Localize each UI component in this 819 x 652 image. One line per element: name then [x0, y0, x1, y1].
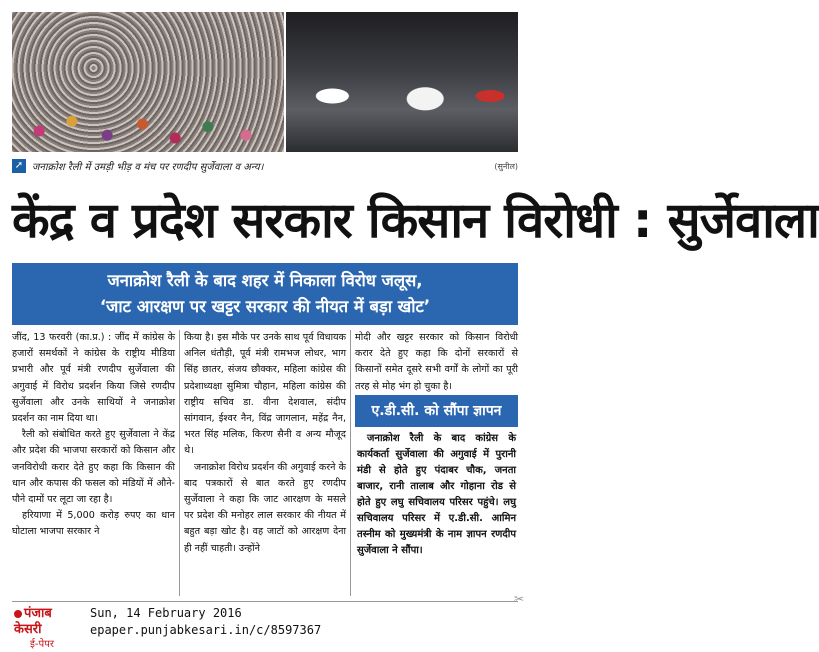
photo-caption: [12, 156, 518, 176]
footer-divider: [12, 601, 518, 602]
subheadline-line-1: जनाक्रोश रैली के बाद शहर में निकाला विरोध जलूस,: [107, 271, 423, 290]
paragraph: किया है। इस मौके पर उनके साथ पूर्व विधायक अनिल धंतौड़ी, पूर्व मंत्री रामभज लोधर, भाग सिंह छातर, संजय छौक्कर, महिला कांग्रेस की प्रदेशाध्यक्षा सुमित्रा चौहान, महिला कांग्रेस की राष्ट्रीय सचिव डा. वीना देशवाल, संदीप सांगवान, ईश्वर नैन, विंद्र जागलान, महेंद्र नैन, भरत सिंह मलिक, किरण सैनी व अन्य मौजूद थे।: [184, 332, 346, 457]
subheadline-line-2: ‘जाट आरक्षण पर खट्टर सरकार की नीयत में बड़ा खोट’: [99, 297, 431, 316]
paragraph: हरियाणा में 5,000 करोड़ रुपए का धान घोटाला भाजपा सरकार ने: [12, 510, 175, 538]
epaper-link[interactable]: epaper.punjabkesari.in/c/8597367: [90, 623, 322, 637]
stage-photo: [286, 12, 518, 152]
crowd-photo: [12, 12, 284, 152]
caption-text: जनाक्रोश रैली में उमड़ी भीड़ व मंच पर रणदीप सुर्जेवाला व अन्य।: [32, 162, 264, 173]
sidebox-text: जनाक्रोश रैली के बाद कांग्रेस के कार्यकर्ता सुर्जेवाला की अगुवाई में पुरानी मंडी से होते हुए पंदाबर चौक, जनता बाजार, रानी तालाब और गोहाना रोड से होते हुए लघु सचिवालय परिसर पहुंचे। लघु सचिवालय परिसर में ए.डी.सी. आमिन तस्नीम को मुख्यमंत्री के नाम ज्ञापन रणदीप सुर्जेवाला ने सौंपा।: [357, 433, 516, 556]
scissors-icon: ✂: [513, 592, 524, 606]
logo-mark-icon: [14, 610, 22, 618]
subheadline-box: [12, 263, 518, 325]
headline: केंद्र व प्रदेश सरकार किसान विरोधी : सुर्जेवाला: [12, 192, 819, 249]
arrow-icon: ➚: [12, 159, 26, 173]
sidebox-heading: ए.डी.सी. को सौंपा ज्ञापन: [355, 395, 518, 427]
logo-subtitle: ई-पेपर: [30, 639, 54, 650]
sidebox-body: [357, 431, 516, 559]
column-divider: [350, 330, 351, 596]
paragraph: जींद, 13 फरवरी (का.प्र.) : जींद में कांग्रेस के हजारों समर्थकों ने कांग्रेस के राष्ट्रीय मीडिया प्रभारी और पूर्व मंत्री रणदीप सुर्जेवाला की अगुवाई में विरोध प्रदर्शन किया जिसे रणदीप सुर्जेवाला और उनके साथियों ने जनाक्रोश प्रदर्शन का नाम दिया था।: [12, 332, 175, 425]
column-divider: [179, 330, 180, 596]
article-column-1: [12, 330, 175, 541]
photo-credit: (सुनील): [494, 161, 518, 171]
paragraph: रैली को संबोधित करते हुए सुर्जेवाला ने केंद्र और प्रदेश की भाजपा सरकारों को किसान और जनविरोधी करार देते हुए कहा कि किसान की धान और कपास की फसल को मंडियों में औने-पौने दामों पर लूटा जा रहा है।: [12, 429, 175, 506]
publisher-logo: [14, 606, 82, 650]
logo-title: पंजाब केसरी: [14, 606, 52, 637]
paragraph: जनाक्रोश विरोध प्रदर्शन की अगुवाई करने के बाद पत्रकारों से बात करते हुए रणदीप सुर्जेवाला ने कहा कि जाट आरक्षण के मसले पर प्रदेश की मनोहर लाल सरकार की नीयत में बहुत बड़ा खोट है। वह जाटों को आरक्षण देना ही नहीं चाहती। उन्होंने: [184, 461, 346, 554]
photo-strip: [12, 12, 518, 152]
edition-date: Sun, 14 February 2016: [90, 606, 242, 620]
article-column-2: [184, 330, 346, 557]
article-column-3: मोदी और खट्टर सरकार को किसान विरोधी करार देते हुए कहा कि दोनों सरकारों से किसानों समेत दूसरे सभी वर्गों के लोगों का पूरी तरह से मोह भंग हो चुका है।: [355, 332, 518, 392]
